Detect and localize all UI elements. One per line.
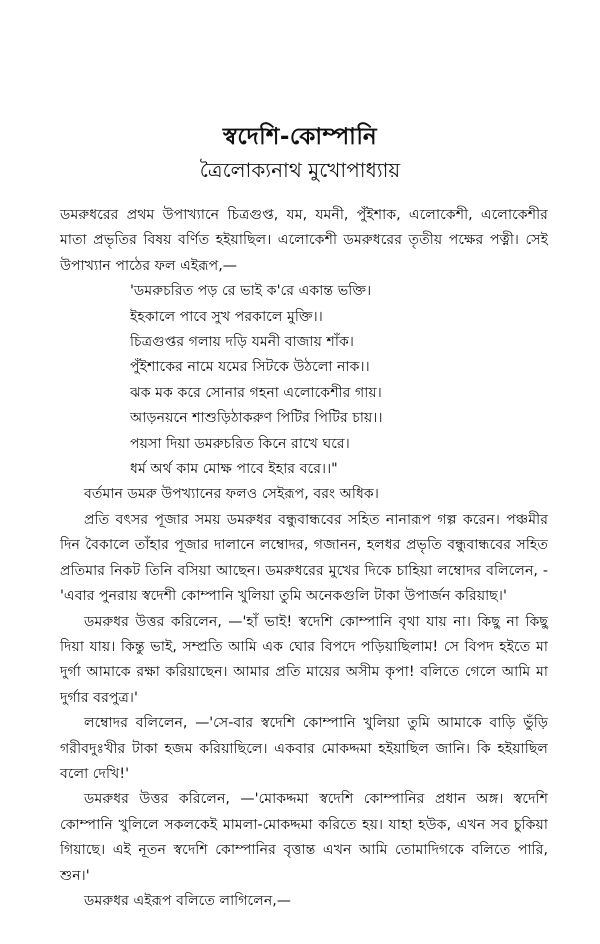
verse-line: চিত্রগুপ্তর গলায় দড়ি যমনী বাজায় শাঁক। — [130, 334, 354, 351]
story-body — [60, 203, 548, 914]
paragraph-reply-2: ডমরুধর উত্তর করিলেন, —'মোকদ্দমা স্বদেশি কোম্পানির প্রধান অঙ্গ। স্বদেশি কোম্পানি খুলিলে সকলকেই মামলা-মোকদ্দমা করিতে হয়। যাহা হউক, এখন সব চুকিয়া গিয়াছে। এই নূতন স্বদেশি কোম্পানির বৃত্তান্ত এখন আমি তোমাদিগকে বলিতে পারি, শুন।' — [60, 791, 548, 884]
paragraph-lambodar: লম্বোদর বলিলেন, —'সে-বার স্বদেশি কোম্পানি খুলিয়া তুমি আমাকে বাড়ি ভুঁড়ি গরীবদুঃখীর টাকা হজম করিয়াছিলে। একবার মোকদ্দমা হইয়াছিল জানি। কি হইয়াছিল বলো দেখি!' — [60, 715, 548, 782]
verse-line: ঝক মক করে সোনার গহনা এলোকেশীর গায়। — [130, 384, 382, 401]
verse-line: আড়নয়নে শাশুড়িঠাকরুণ পিটির পিটির চায়।। — [130, 410, 383, 427]
verse-line: ইহকালে পাবে সুখ পরকালে মুক্তি।। — [130, 308, 323, 325]
paragraph-puja: প্রতি বৎসর পূজার সময় ডমরুধর বন্ধুবান্ধবের সহিত নানারূপ গল্প করেন। পঞ্চমীর দিন বৈকালে তাঁহার পূজার দালানে লম্বোদর, গজানন, হলধর প্রভৃতি বন্ধুবান্ধবের সহিত প্রতিমার নিকট তিনি বসিয়া আছেন। ডমরুধরের মুখের দিকে চাহিয়া লম্বোদর বলিলেন, -'এবার পুনরায় স্বদেশী কোম্পানি খুলিয়া তুমি অনেকগুলি টাকা উপার্জন করিয়াছ।' — [60, 511, 548, 605]
paragraph-closing: ডমরুধর এইরূপ বলিতে লাগিলেন,— — [84, 892, 291, 909]
verse-line: পুঁইশাকের নামে যমের সিটকে উঠলো নাক।। — [130, 359, 370, 376]
paragraph-result: বর্তমান ডমরু উপখ্যানের ফলও সেইরূপ, বরং অধিক। — [84, 486, 379, 503]
verse-line: পয়সা দিয়া ডমরুচরিত কিনে রাখে ঘরে। — [130, 435, 350, 452]
verse-line: 'ডমরুচরিত পড় রে ভাই ক'রে একান্ত ভক্তি। — [130, 283, 372, 300]
page-title: স্বদেশি-কোম্পানি — [222, 124, 378, 150]
verse-block — [60, 279, 548, 482]
paragraph-intro: ডমরুধরের প্রথম উপাখ্যানে চিত্রগুপ্ত, যম, যমনী, পুঁইশাক, এলোকেশী, এলোকেশীর মাতা প্রভৃতির বিষয় বর্ণিত হইয়াছিল। এলোকেশী ডমরুধরের তৃতীয় পক্ষের পত্নী। সেই উপাখ্যান পাঠের ফল এইরূপ,— — [60, 207, 548, 274]
verse-line: ধর্ম অর্থ কাম মোক্ষ পাবে ইহার বরে।।" — [130, 461, 338, 478]
paragraph-reply-1: ডমরুধর উত্তর করিলেন, —'হাঁ ভাই! স্বদেশি কোম্পানি বৃথা যায় না। কিছু না কিছু দিয়া যায়। কিন্তু ভাই, সম্প্রতি আমি এক ঘোর বিপদে পড়িয়াছিলাম! সে বিপদ হইতে মা দুর্গা আমাকে রক্ষা করিয়াছেন। আমার প্রতি মায়ের অসীম কৃপা! বলিতে গেলে আমি মা দুর্গার বরপুত্র।' — [60, 613, 548, 706]
author-name: ত্রৈলোক্যনাথ মুখোপাধ্যায় — [199, 158, 401, 182]
